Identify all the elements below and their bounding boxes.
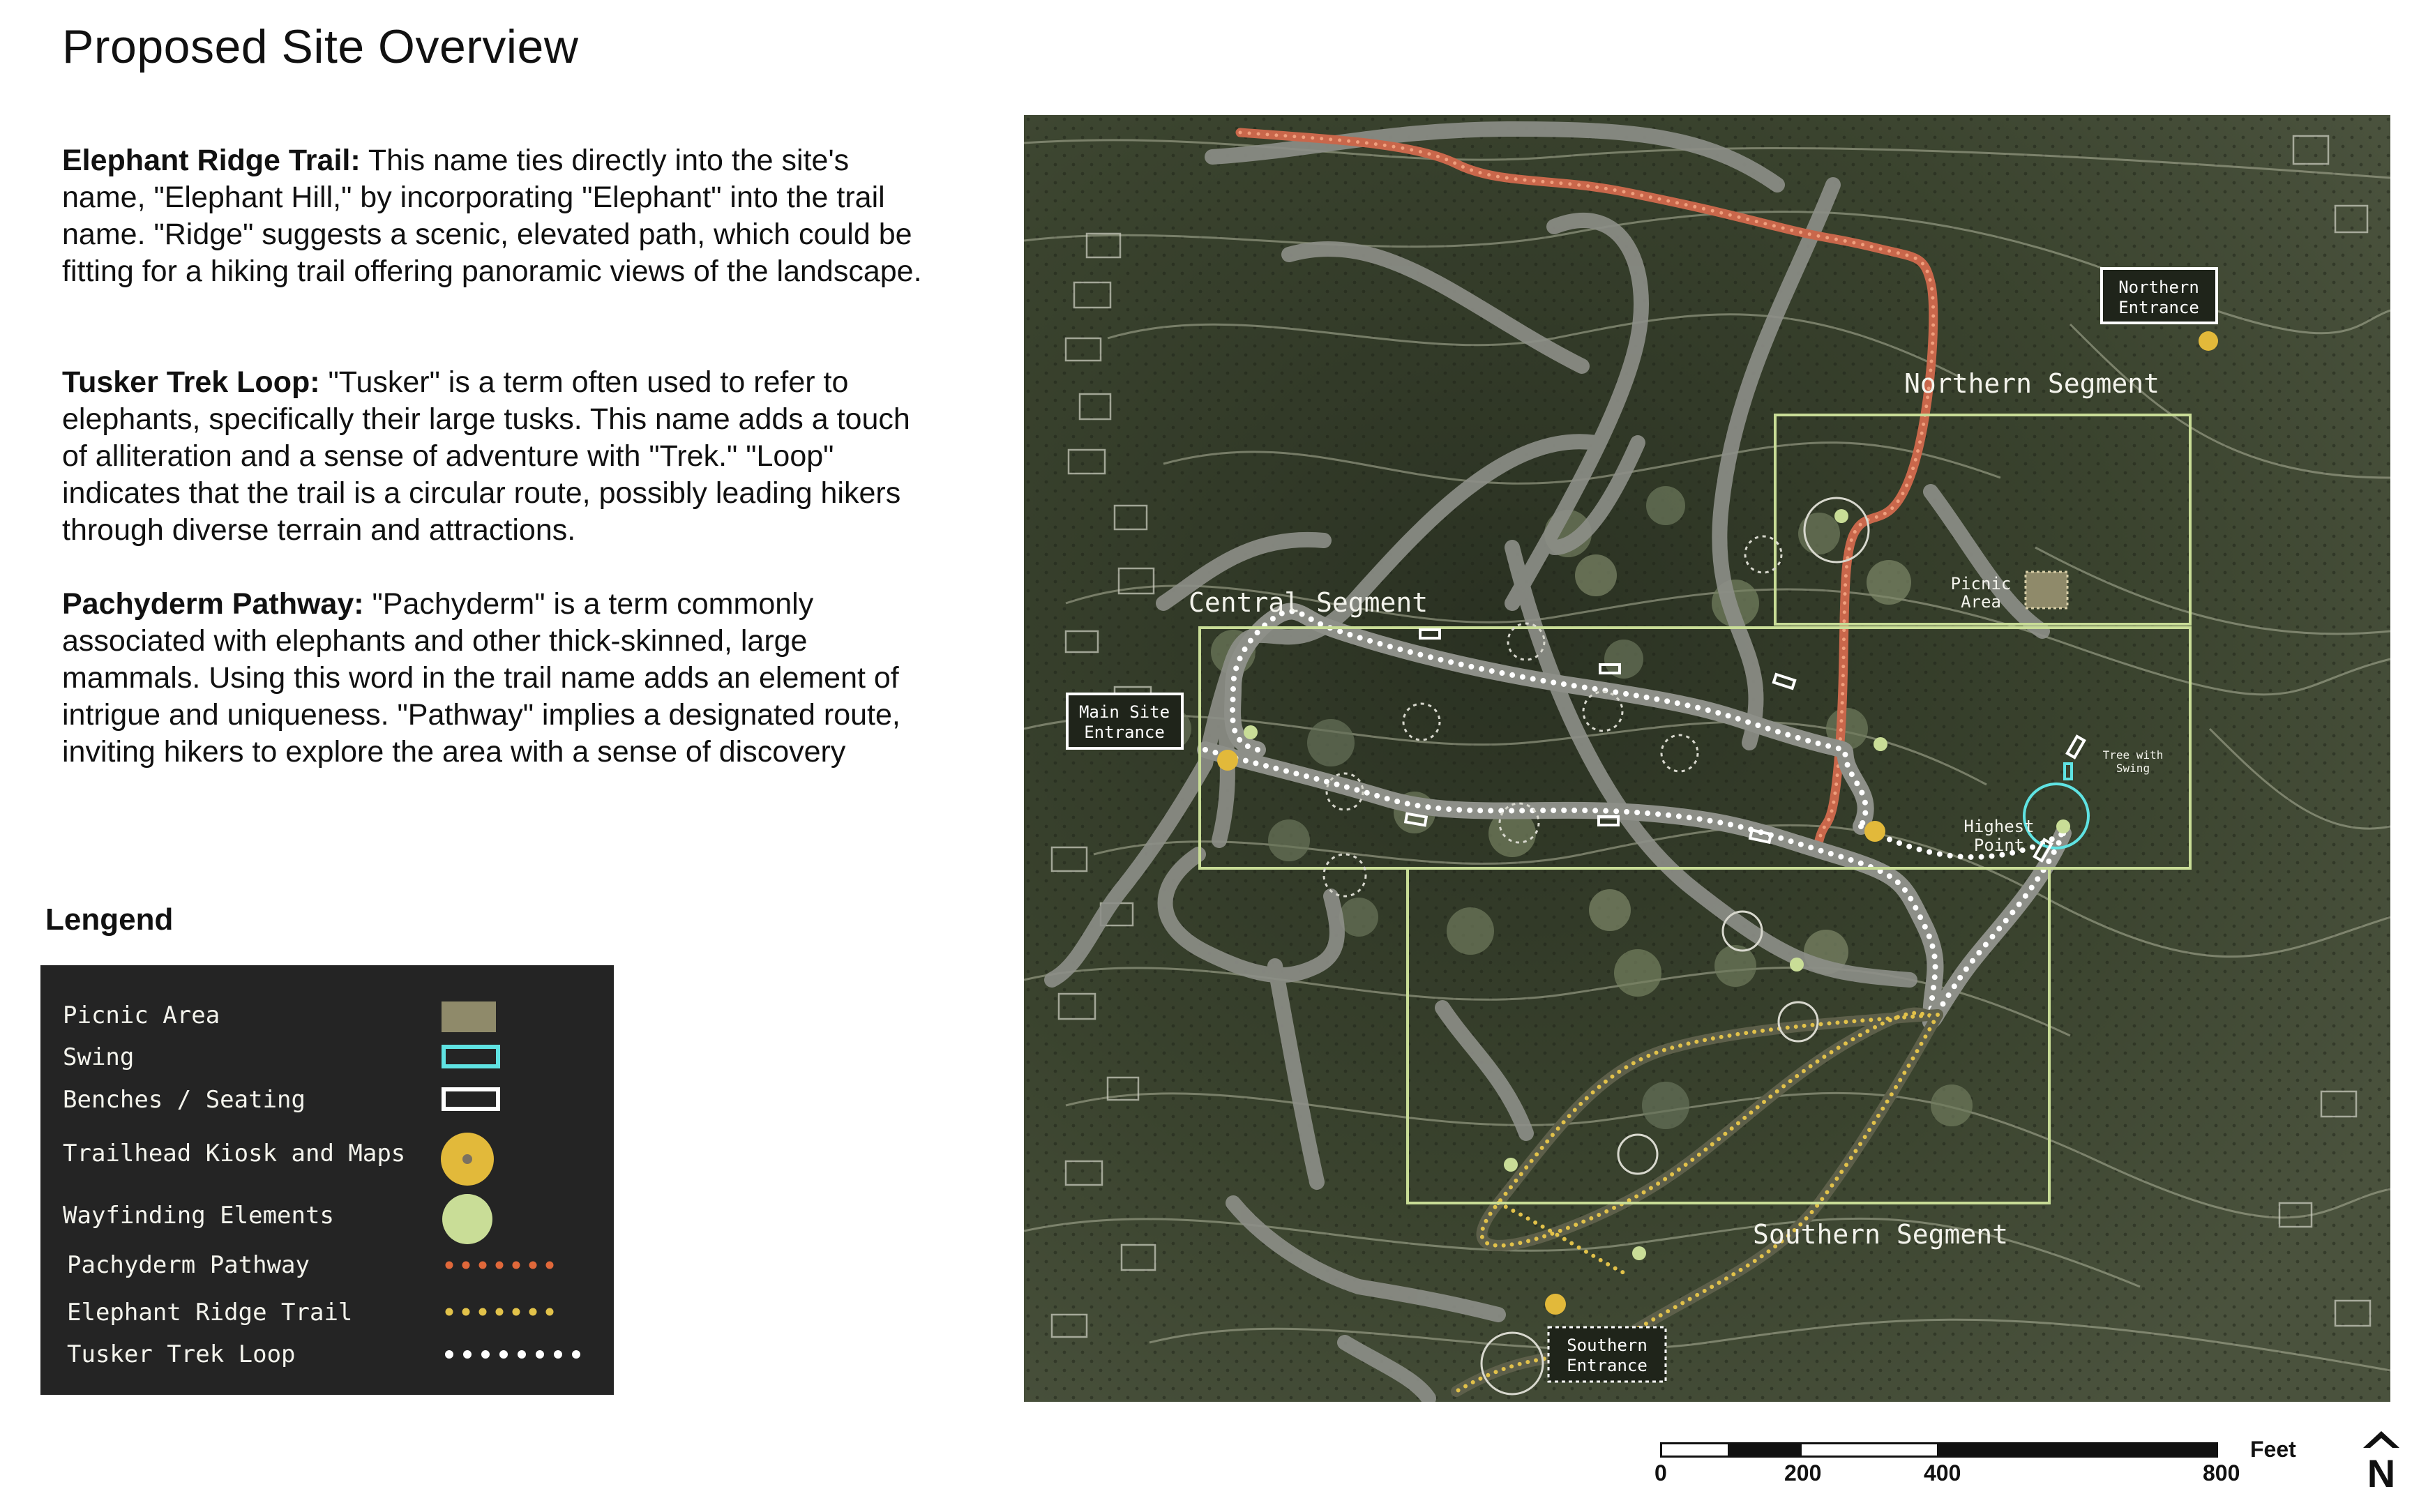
wayfinding-dot-icon xyxy=(1834,509,1848,523)
wayfinding-dot-icon xyxy=(442,1194,492,1244)
highest-point-label: Highest xyxy=(1963,817,2035,836)
legend-label-kiosk: Trailhead Kiosk and Maps xyxy=(63,1140,406,1167)
southern-entrance-text: Entrance xyxy=(1567,1356,1648,1375)
scale-tick-label: 800 xyxy=(2203,1460,2240,1485)
trail-description-text: "Pachyderm" is a term commonly associated with elephants and other thick-skinned, large mammals. Using this word in the trail name adds an element of intrigue and uniqueness. "Pathway" implies a designated route, inviting hikers to explore the area with a sense of discovery xyxy=(62,587,900,769)
picnic-area-icon xyxy=(2026,572,2067,608)
north-arrow-icon xyxy=(2360,1430,2402,1488)
trail-name: Elephant Ridge Trail: xyxy=(62,144,361,177)
main-site-entrance-text: Entrance xyxy=(1084,723,1165,742)
wayfinding-dot-icon xyxy=(1632,1246,1646,1260)
wayfinding-dot-icon xyxy=(1504,1158,1518,1172)
scale-segment xyxy=(1730,1442,1800,1458)
southern-entrance-text: Southern xyxy=(1567,1336,1648,1355)
orange-dotted-line-icon xyxy=(445,1258,571,1272)
legend-heading: Lengend xyxy=(45,902,174,937)
north-arrow-label: N xyxy=(2367,1451,2396,1488)
legend-label-swing: Swing xyxy=(63,1043,135,1071)
trail-name: Tusker Trek Loop: xyxy=(62,365,320,399)
southern-segment-label: Southern Segment xyxy=(1753,1219,2009,1250)
trail-description-pachyderm xyxy=(62,586,934,771)
trail-description-text: This name ties directly into the site's name, "Elephant Hill," by incorporating "Elephant" into the trail name. "Ridge" suggests a scenic, elevated path, which could be fitting for a hiking trail offering panoramic views of the landscape. xyxy=(62,144,922,288)
trail-description-text: "Tusker" is a term often used to refer to elephants, specifically their large tusks. This name adds a touch of alliteration and a sense of adventure with "Trek." "Loop" indicates that the trail is a circular route, possibly leading hikers through diverse terrain and attractions. xyxy=(62,365,910,547)
yellow-dotted-line-icon xyxy=(445,1305,571,1319)
scale-segment xyxy=(1939,1442,2218,1458)
picnic-area-label: Picnic xyxy=(1950,574,2012,594)
trail-description-tusker-trek xyxy=(62,364,934,549)
picnic-area-swatch xyxy=(442,1001,496,1032)
legend-label-benches: Benches / Seating xyxy=(63,1086,306,1114)
tree-with-swing-label: Swing xyxy=(2116,762,2150,775)
central-segment-label: Central Segment xyxy=(1189,587,1428,618)
main-site-entrance-label xyxy=(1067,694,1182,748)
southern-entrance-label xyxy=(1548,1327,1666,1382)
scale-tick-label: 0 xyxy=(1654,1460,1667,1485)
northern-entrance-label xyxy=(2102,269,2217,323)
scale-bar xyxy=(1654,1437,2246,1506)
main-site-entrance-text: Main Site xyxy=(1078,702,1170,722)
legend-label-picnic-area: Picnic Area xyxy=(63,1001,220,1029)
highest-point-label: Point xyxy=(1973,836,2025,855)
legend-label-tusker-trek: Tusker Trek Loop xyxy=(67,1340,296,1368)
trail-description-elephant-ridge xyxy=(62,142,934,290)
legend-label-wayfinding: Wayfinding Elements xyxy=(63,1202,334,1230)
northern-entrance-text: Entrance xyxy=(2118,298,2199,317)
tree-with-swing-label: Tree with xyxy=(2102,748,2164,762)
kiosk-dot-icon xyxy=(441,1133,494,1186)
scale-segment xyxy=(1660,1442,1730,1458)
northern-entrance-text: Northern xyxy=(2118,278,2199,297)
wayfinding-dot-icon xyxy=(1244,725,1258,739)
page-title: Proposed Site Overview xyxy=(62,20,579,73)
site-map-canvas xyxy=(1024,115,2390,1402)
picnic-area-label: Area xyxy=(1961,592,2001,612)
scale-segment xyxy=(1800,1442,1939,1458)
scale-tick-label: 400 xyxy=(1924,1460,1961,1485)
trail-name: Pachyderm Pathway: xyxy=(62,587,364,621)
scale-tick-label: 200 xyxy=(1784,1460,1822,1485)
site-map[interactable] xyxy=(1024,115,2390,1402)
kiosk-dot-icon xyxy=(2199,331,2218,351)
northern-segment-label: Northern Segment xyxy=(1904,368,2160,399)
legend-label-elephant-ridge: Elephant Ridge Trail xyxy=(67,1299,353,1326)
legend xyxy=(40,965,614,1395)
swing-rect-icon xyxy=(442,1045,500,1068)
kiosk-dot-icon xyxy=(1545,1294,1566,1315)
scale-unit-label: Feet xyxy=(2250,1437,2296,1462)
white-dotted-line-icon xyxy=(445,1347,585,1361)
kiosk-dot-icon xyxy=(1217,750,1238,771)
bench-rect-icon xyxy=(442,1087,500,1111)
kiosk-dot-icon xyxy=(1864,821,1885,842)
wayfinding-dot-icon xyxy=(1874,737,1887,751)
wayfinding-dot-icon xyxy=(1790,958,1804,972)
legend-label-pachyderm: Pachyderm Pathway xyxy=(67,1251,310,1279)
wayfinding-dot-icon xyxy=(2056,819,2070,833)
